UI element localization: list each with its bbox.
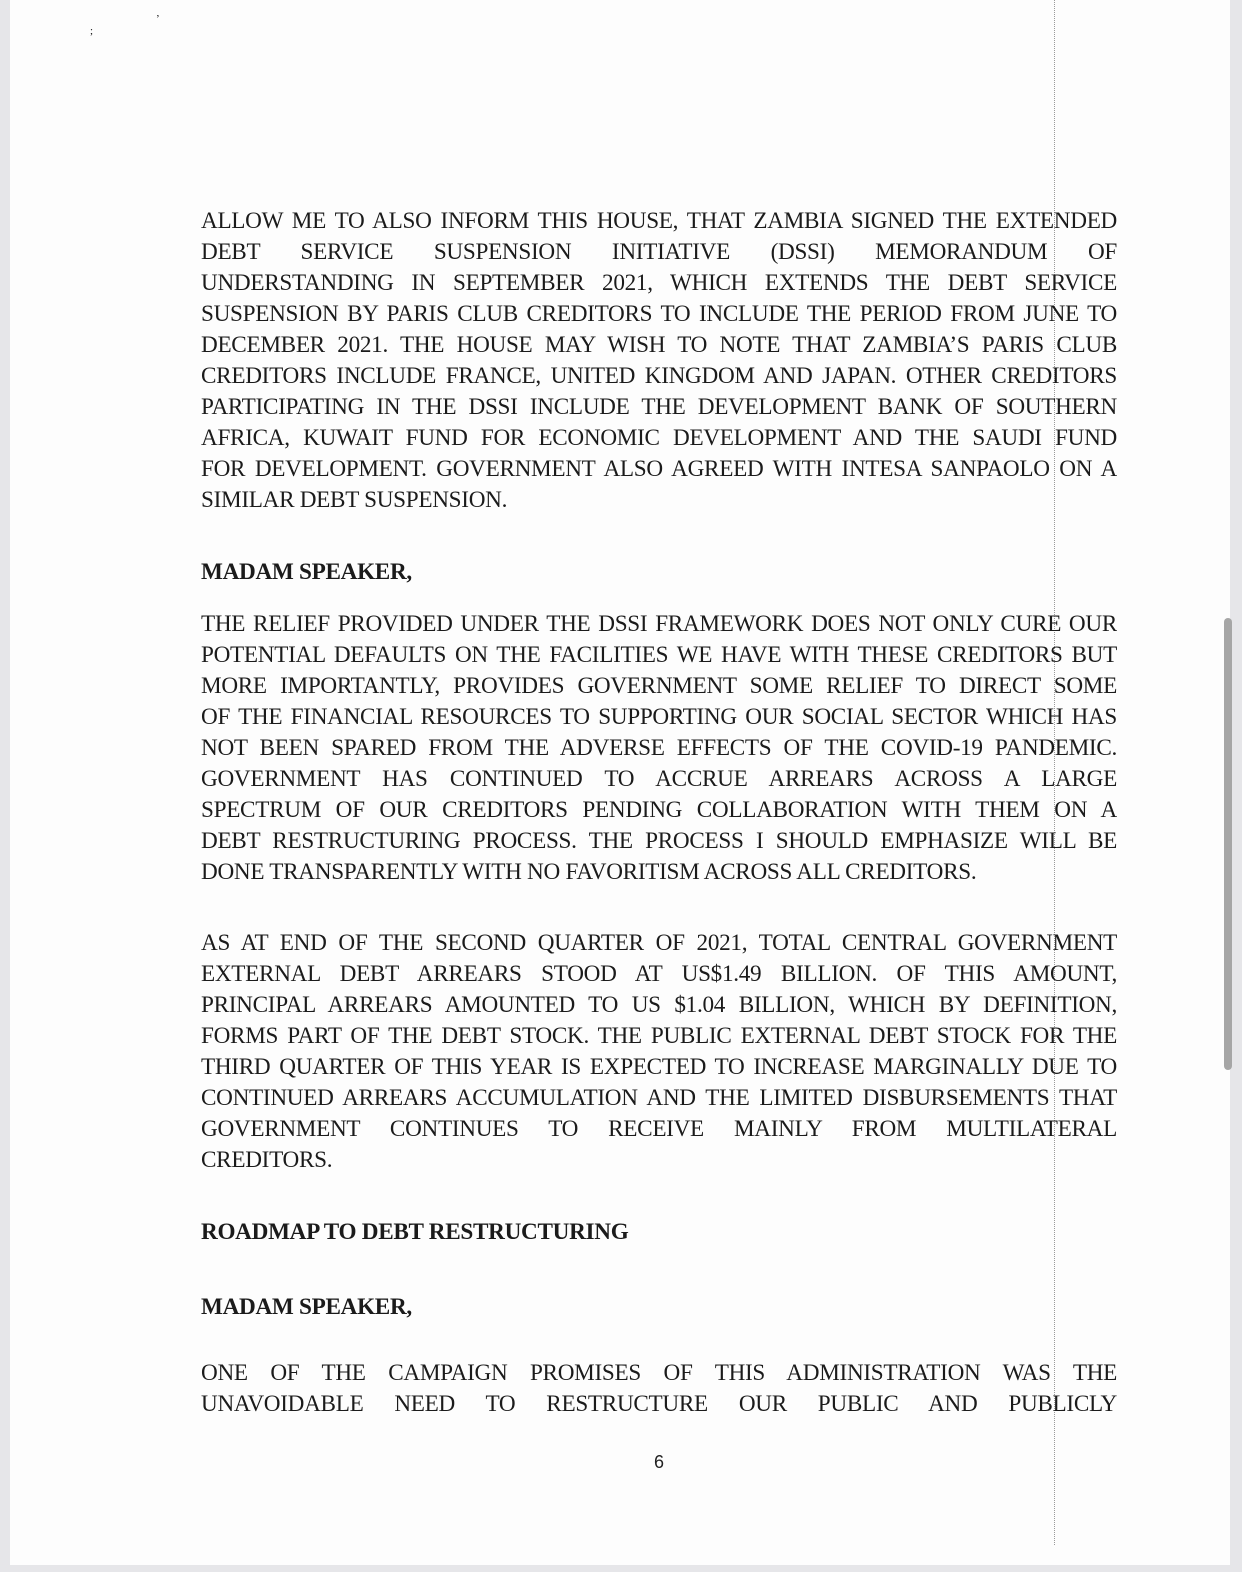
text-line: FORMS PART OF THE DEBT STOCK. THE PUBLIC EXTERNAL DEBT STOCK FOR THE	[201, 1023, 1117, 1049]
text-line: DEBT RESTRUCTURING PROCESS. THE PROCESS I SHOULD EMPHASIZE WILL BE	[201, 828, 1117, 854]
text-line: CONTINUED ARREARS ACCUMULATION AND THE LIMITED DISBURSEMENTS THAT	[201, 1085, 1117, 1111]
text-line: SIMILAR DEBT SUSPENSION.	[201, 487, 508, 513]
text-line: DONE TRANSPARENTLY WITH NO FAVORITISM ACROSS ALL CREDITORS.	[201, 859, 977, 885]
stray-mark: ;	[90, 25, 94, 37]
section-heading-roadmap: ROADMAP TO DEBT RESTRUCTURING	[201, 1219, 629, 1245]
scrollbar-thumb[interactable]	[1224, 618, 1232, 1070]
text-line: ALLOW ME TO ALSO INFORM THIS HOUSE, THAT ZAMBIA SIGNED THE EXTENDED	[201, 208, 1117, 234]
text-line: FOR DEVELOPMENT. GOVERNMENT ALSO AGREED WITH INTESA SANPAOLO ON A	[201, 456, 1117, 482]
text-line: UNDERSTANDING IN SEPTEMBER 2021, WHICH EXTENDS THE DEBT SERVICE	[201, 270, 1117, 296]
text-line: NOT BEEN SPARED FROM THE ADVERSE EFFECTS OF THE COVID-19 PANDEMIC.	[201, 735, 1117, 761]
document-page	[10, 0, 1230, 1565]
text-line: GOVERNMENT CONTINUES TO RECEIVE MAINLY FROM MULTILATERAL	[201, 1116, 1117, 1142]
text-line: DECEMBER 2021. THE HOUSE MAY WISH TO NOTE THAT ZAMBIA’S PARIS CLUB	[201, 332, 1117, 358]
text-line: AFRICA, KUWAIT FUND FOR ECONOMIC DEVELOPMENT AND THE SAUDI FUND	[201, 425, 1117, 451]
text-line: GOVERNMENT HAS CONTINUED TO ACCRUE ARREARS ACROSS A LARGE	[201, 766, 1117, 792]
section-heading-madam-speaker: MADAM SPEAKER,	[201, 1294, 412, 1320]
text-line: POTENTIAL DEFAULTS ON THE FACILITIES WE HAVE WITH THESE CREDITORS BUT	[201, 642, 1117, 668]
text-line: THIRD QUARTER OF THIS YEAR IS EXPECTED TO INCREASE MARGINALLY DUE TO	[201, 1054, 1117, 1080]
text-line: DEBT SERVICE SUSPENSION INITIATIVE (DSSI) MEMORANDUM OF	[201, 239, 1117, 265]
stray-mark: ’	[156, 13, 160, 25]
text-line: AS AT END OF THE SECOND QUARTER OF 2021, TOTAL CENTRAL GOVERNMENT	[201, 930, 1117, 956]
text-line: UNAVOIDABLE NEED TO RESTRUCTURE OUR PUBLIC AND PUBLICLY	[201, 1391, 1117, 1417]
text-line: THE RELIEF PROVIDED UNDER THE DSSI FRAMEWORK DOES NOT ONLY CURE OUR	[201, 611, 1117, 637]
text-line: SPECTRUM OF OUR CREDITORS PENDING COLLABORATION WITH THEM ON A	[201, 797, 1117, 823]
page-number: 6	[654, 1452, 665, 1472]
text-line: OF THE FINANCIAL RESOURCES TO SUPPORTING OUR SOCIAL SECTOR WHICH HAS	[201, 704, 1117, 730]
section-heading-madam-speaker: MADAM SPEAKER,	[201, 559, 412, 585]
text-line: PARTICIPATING IN THE DSSI INCLUDE THE DEVELOPMENT BANK OF SOUTHERN	[201, 394, 1117, 420]
paragraph-campaign-promises	[201, 1358, 1117, 1420]
text-line: SUSPENSION BY PARIS CLUB CREDITORS TO INCLUDE THE PERIOD FROM JUNE TO	[201, 301, 1117, 327]
document-body	[201, 206, 1117, 1420]
text-line: EXTERNAL DEBT ARREARS STOOD AT US$1.49 BILLION. OF THIS AMOUNT,	[201, 961, 1117, 987]
text-line: CREDITORS INCLUDE FRANCE, UNITED KINGDOM AND JAPAN. OTHER CREDITORS	[201, 363, 1117, 389]
text-line: PRINCIPAL ARREARS AMOUNTED TO US $1.04 BILLION, WHICH BY DEFINITION,	[201, 992, 1117, 1018]
paragraph-dssi-relief	[201, 609, 1117, 888]
paragraph-debt-arrears	[201, 928, 1117, 1176]
text-line: CREDITORS.	[201, 1147, 333, 1173]
paragraph-dssi-mou	[201, 206, 1117, 516]
text-line: MORE IMPORTANTLY, PROVIDES GOVERNMENT SOME RELIEF TO DIRECT SOME	[201, 673, 1117, 699]
text-line: ONE OF THE CAMPAIGN PROMISES OF THIS ADMINISTRATION WAS THE	[201, 1360, 1117, 1386]
